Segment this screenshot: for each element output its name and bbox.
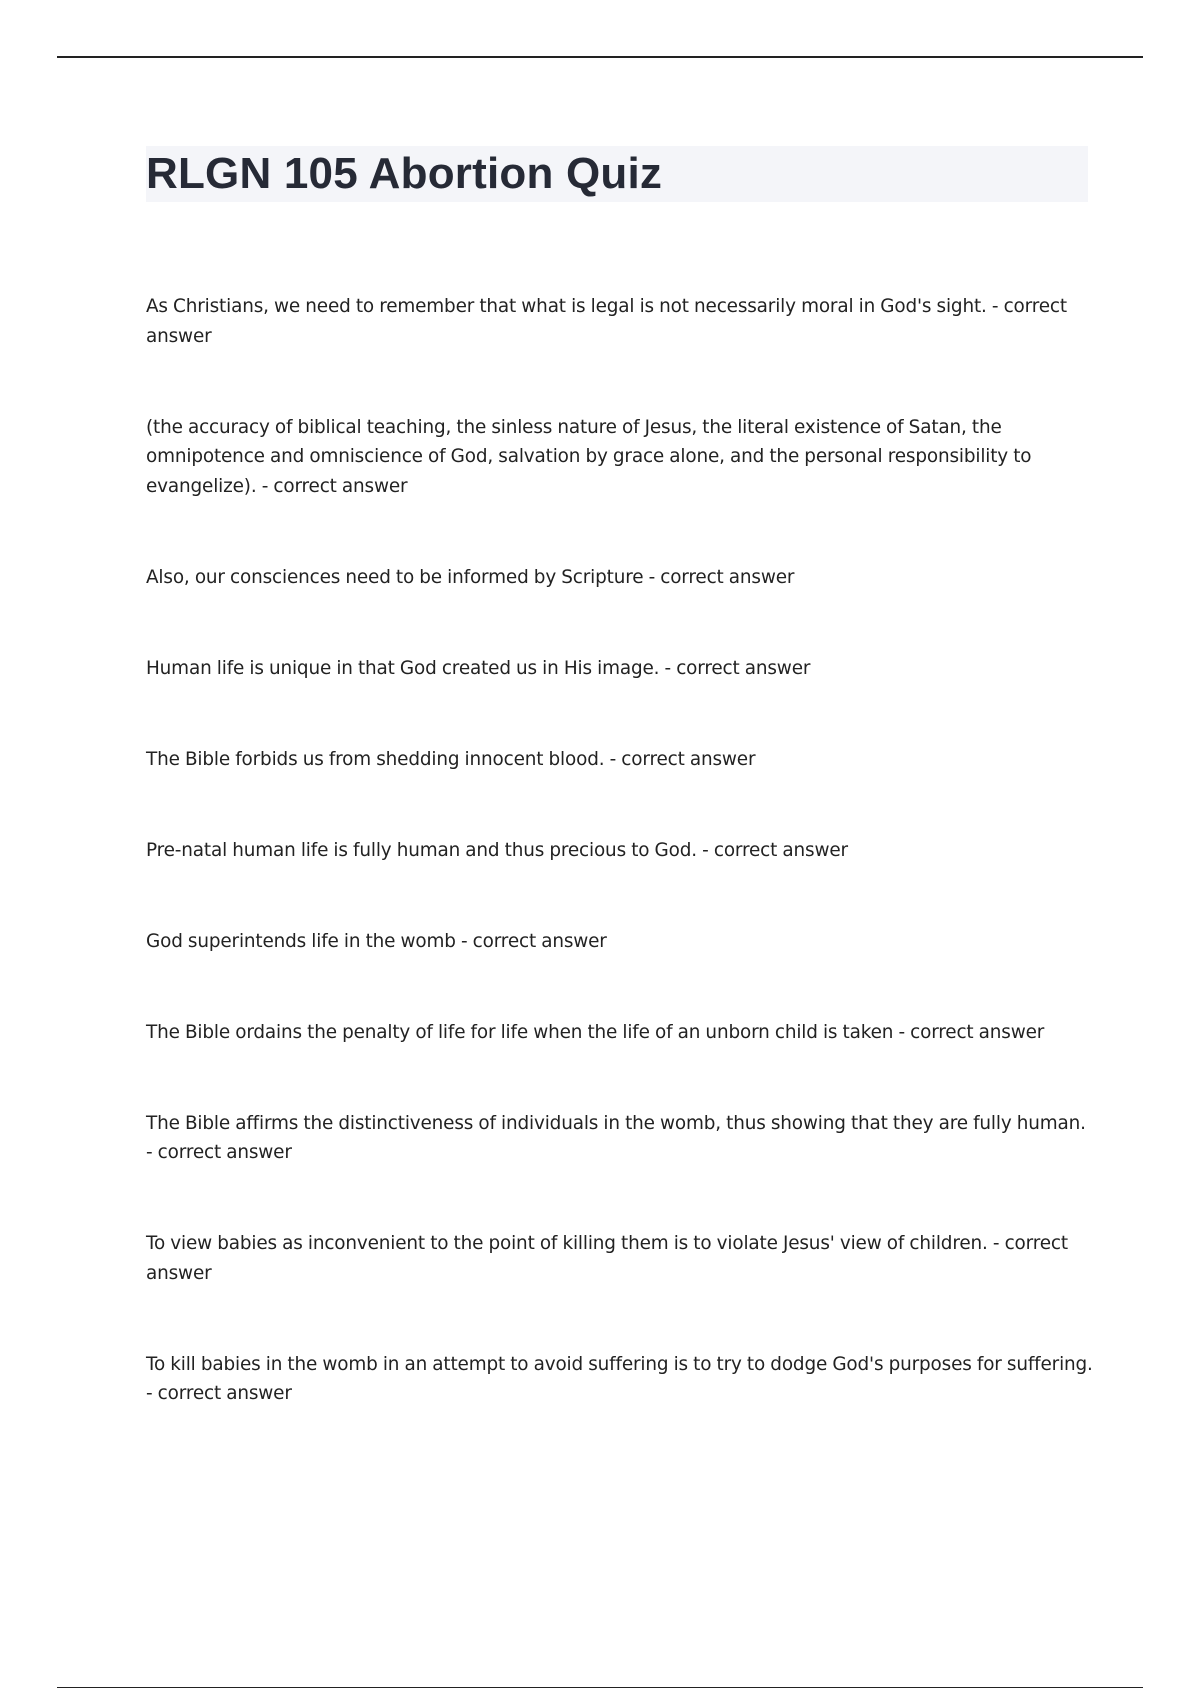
quiz-item: As Christians, we need to remember that what is legal is not necessarily moral in God's sight. - correct answer bbox=[146, 296, 1067, 347]
quiz-item: To kill babies in the womb in an attempt to avoid suffering is to try to dodge God's purposes for suffering. - correct answer bbox=[146, 1353, 1093, 1404]
quiz-item: To view babies as inconvenient to the point of killing them is to violate Jesus' view of children. - correct answer bbox=[146, 1233, 1068, 1284]
quiz-item: God superintends life in the womb - correct answer bbox=[146, 930, 607, 952]
page-title: RLGN 105 Abortion Quiz bbox=[146, 149, 663, 198]
footer-rule bbox=[57, 1687, 1143, 1688]
quiz-item: Pre-natal human life is fully human and thus precious to God. - correct answer bbox=[146, 839, 848, 861]
header-rule bbox=[57, 56, 1143, 58]
quiz-item-list bbox=[146, 292, 1096, 1470]
quiz-item: Human life is unique in that God created us in His image. - correct answer bbox=[146, 657, 811, 679]
quiz-item: The Bible affirms the distinctiveness of individuals in the womb, thus showing that they are fully human. - correct answer bbox=[146, 1112, 1086, 1163]
quiz-item: Also, our consciences need to be informed by Scripture - correct answer bbox=[146, 566, 795, 588]
quiz-item: (the accuracy of biblical teaching, the sinless nature of Jesus, the literal existence of Satan, the omnipotence and omniscience of God, salvation by grace alone, and the personal responsibility to evangelize). - correct answer bbox=[146, 416, 1032, 497]
quiz-item: The Bible forbids us from shedding innocent blood. - correct answer bbox=[146, 748, 756, 770]
quiz-item: The Bible ordains the penalty of life for life when the life of an unborn child is taken - correct answer bbox=[146, 1021, 1045, 1043]
